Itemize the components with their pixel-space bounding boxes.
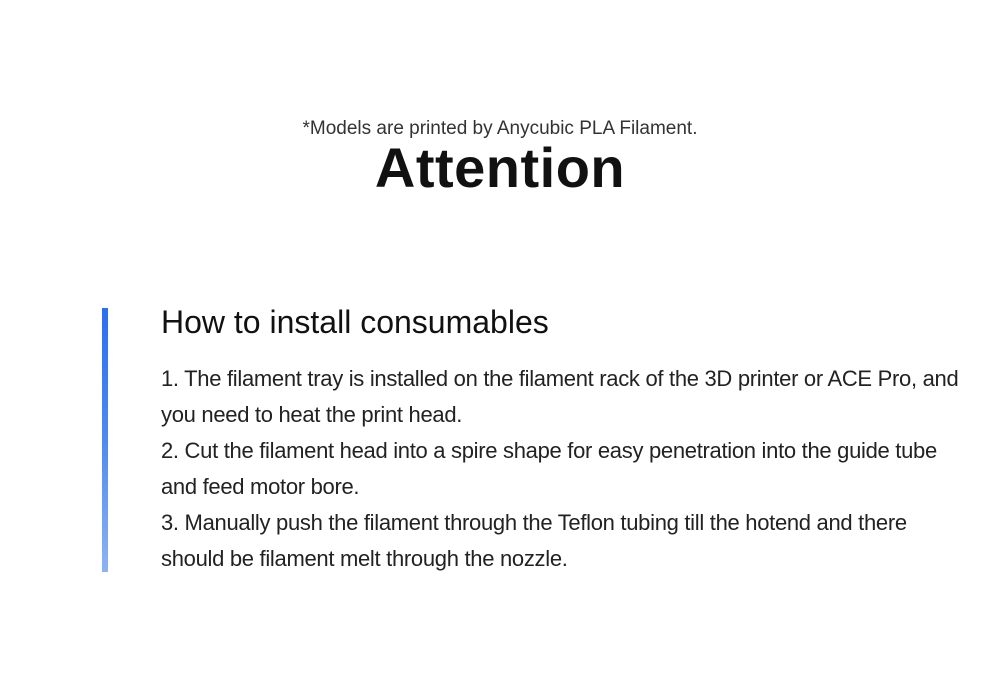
print-note: *Models are printed by Anycubic PLA Filament. (302, 118, 698, 139)
section-heading: How to install consumables (161, 304, 549, 340)
install-steps-list (161, 361, 971, 577)
install-step-2: 2. Cut the filament head into a spire shape for easy penetration into the guide tube and feed motor bore. (161, 438, 937, 499)
section-accent-bar (102, 308, 108, 572)
install-step-1: 1. The filament tray is installed on the filament rack of the 3D printer or ACE Pro, and you need to heat the print head. (161, 366, 959, 427)
page-title: Attention (374, 136, 626, 199)
install-step-3: 3. Manually push the filament through the Teflon tubing till the hotend and there should be filament melt through the nozzle. (161, 510, 907, 571)
